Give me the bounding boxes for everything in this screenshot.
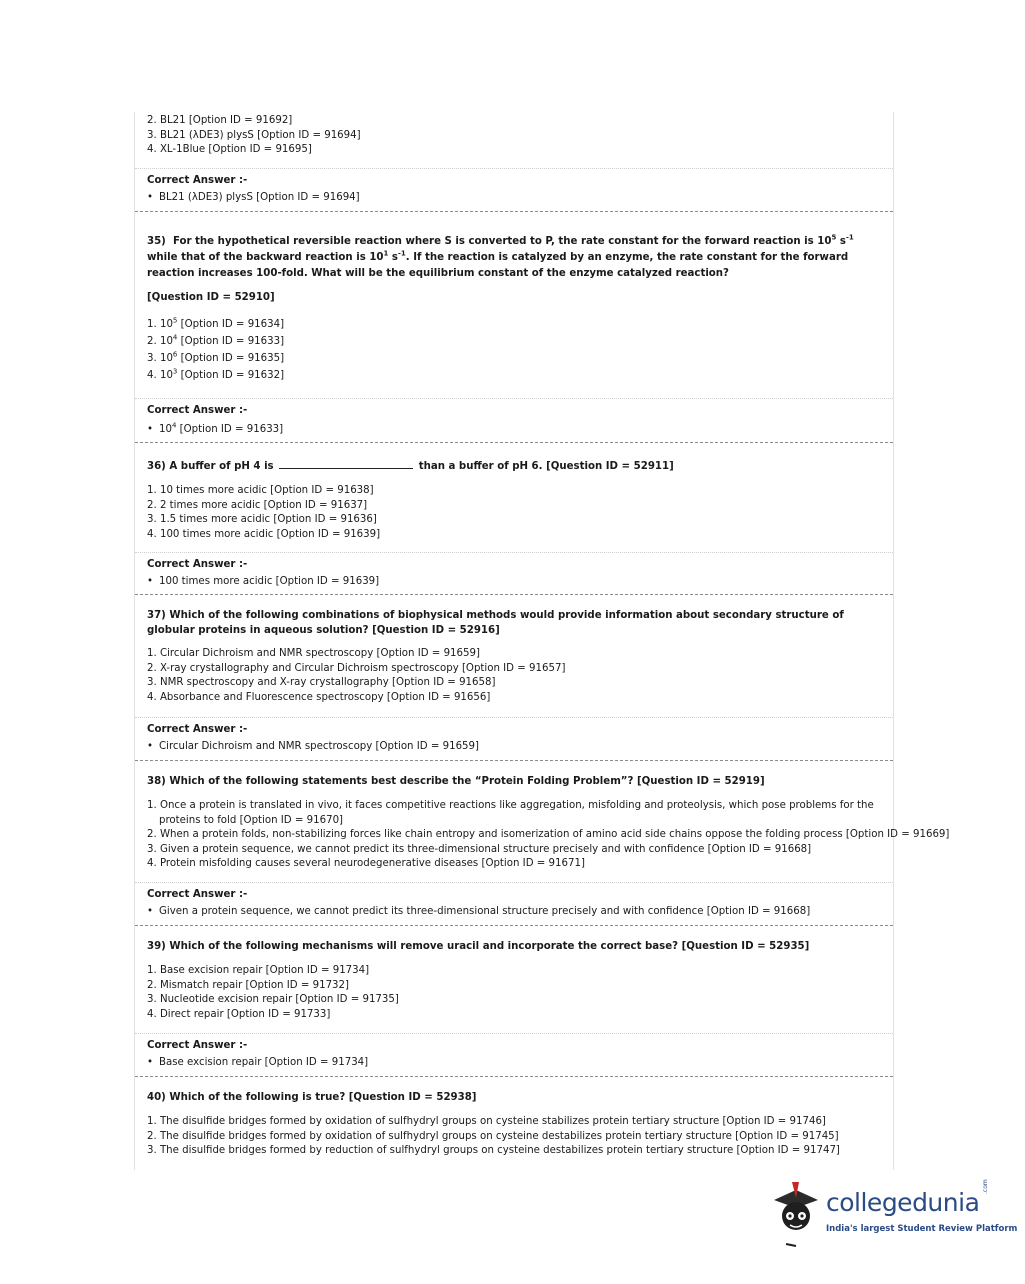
question-text: 39) Which of the following mechanisms will remove uracil and incorporate the correct base? [Question ID = 52935] [147, 941, 810, 952]
exam-page [134, 112, 950, 1170]
options-list [147, 316, 877, 384]
correct-answer: • BL21 (λDE3) plysS [Option ID = 91694] [147, 192, 360, 203]
option: 2. $10^4$ [Option ID = 91633] [147, 333, 285, 347]
options-list [147, 484, 893, 542]
correct-answer-label: Correct Answer :- [147, 559, 248, 570]
option: 1. The disulfide bridges formed by oxidation of sulfhydryl groups on cysteine stabilizes protein tertiary structure [Option ID = 91746] [147, 1116, 826, 1127]
q38-answer [135, 882, 893, 919]
correct-answer: • Given a protein sequence, we cannot predict its three-dimensional structure precisely and with confidence [Option ID = 91668] [147, 906, 811, 917]
question-text: 35) For the hypothetical reversible reaction where S is converted to P, the rate constant for the forward reaction is $10^5$ $s^{-1}$ while that of the backward reaction is $10^1$ $s^{-1}$. If the reaction is catalyzed by an enzyme, the rate constant for the forward reaction increases 100-fold. What will be the equilibrium constant of the enzyme catalyzed reaction? [147, 233, 854, 279]
option: 3. 1.5 times more acidic [Option ID = 91636] [147, 514, 377, 526]
option: 4. Absorbance and Fluorescence spectroscopy [Option ID = 91656] [147, 691, 491, 703]
option: 1. 10 times more acidic [Option ID = 91638] [147, 485, 374, 496]
q37-answer [135, 717, 893, 754]
option: 2. When a protein folds, non-stabilizing forces like chain entropy and isomerization of amino acid side chains oppose the folding process [Option ID = 91669] [147, 829, 950, 841]
question-35 [135, 211, 893, 384]
option: 1. Base excision repair [Option ID = 91734] [147, 965, 370, 976]
logo-wordmark: collegedunia [826, 1188, 980, 1217]
q39-answer [135, 1033, 893, 1070]
option: 2. Mismatch repair [Option ID = 91732] [147, 979, 349, 991]
option: 1. Circular Dichroism and NMR spectroscopy [Option ID = 91659] [147, 648, 480, 659]
q34-answer [135, 168, 893, 205]
correct-answer-label: Correct Answer :- [147, 889, 248, 900]
option: 3. NMR spectroscopy and X-ray crystallography [Option ID = 91658] [147, 677, 496, 689]
logo-tagline: India's largest Student Review Platform [826, 1224, 1018, 1234]
option: 4. Protein misfolding causes several neurodegenerative diseases [Option ID = 91671] [147, 858, 585, 870]
option: 3. Given a protein sequence, we cannot predict its three-dimensional structure precisely and with confidence [Option ID = 91668] [147, 843, 812, 855]
option: 2. BL21 [Option ID = 91692] [147, 115, 293, 126]
q36-answer [135, 552, 893, 589]
option: 2. 2 times more acidic [Option ID = 91637] [147, 499, 368, 511]
question-40 [135, 1076, 893, 1159]
option: 2. The disulfide bridges formed by oxidation of sulfhydryl groups on cysteine destabilizes protein tertiary structure [Option ID = 91745] [147, 1130, 839, 1142]
logo-domain: .com [982, 1179, 989, 1194]
question-38 [135, 760, 950, 872]
correct-answer-label: Correct Answer :- [147, 175, 248, 186]
options-list [147, 799, 950, 872]
question-text: 36) A buffer of pH 4 is than a buffer of pH 6. [Question ID = 52911] [147, 458, 893, 475]
option: 1. Once a protein is translated in vivo, it faces competitive reactions like aggregation, misfolding and proteolysis, which pose problems for the proteins to fold [Option ID = 91670] [147, 800, 874, 826]
correct-answer-label: Correct Answer :- [147, 405, 248, 416]
option: 4. XL-1Blue [Option ID = 91695] [147, 144, 312, 156]
option: 1. $10^5$ [Option ID = 91634] [147, 316, 285, 330]
question-text: 38) Which of the following statements best describe the “Protein Folding Problem”? [Question ID = 52919] [147, 776, 765, 787]
question-39 [135, 925, 893, 1022]
option: 3. The disulfide bridges formed by reduction of sulfhydryl groups on cysteine destabilizes protein tertiary structure [Option ID = 91747] [147, 1145, 840, 1157]
option: 4. Direct repair [Option ID = 91733] [147, 1008, 331, 1020]
answer-blank [279, 458, 413, 469]
correct-answer: • $10^4$ [Option ID = 91633] [147, 421, 284, 435]
correct-answer: • Base excision repair [Option ID = 91734] [147, 1057, 369, 1068]
collegedunia-logo[interactable] [766, 1178, 1018, 1248]
question-id: [Question ID = 52910] [147, 292, 275, 303]
correct-answer-label: Correct Answer :- [147, 724, 248, 735]
option: 4. 100 times more acidic [Option ID = 91639] [147, 528, 381, 540]
option: 4. $10^3$ [Option ID = 91632] [147, 367, 285, 381]
q34-options [135, 114, 893, 158]
correct-answer: • Circular Dichroism and NMR spectroscopy [Option ID = 91659] [147, 741, 479, 752]
q35-answer [135, 398, 893, 437]
option: 3. BL21 (λDE3) plysS [Option ID = 91694] [147, 129, 361, 141]
option: 3. $10^6$ [Option ID = 91635] [147, 350, 285, 364]
question-text: 37) Which of the following combinations of biophysical methods would provide information about secondary structure of globular proteins in aqueous solution? [Question ID = 52916] [147, 610, 844, 636]
correct-answer: • 100 times more acidic [Option ID = 91639] [147, 576, 380, 587]
options-list [147, 1115, 893, 1159]
question-37 [135, 594, 893, 705]
question-36 [135, 442, 893, 542]
options-list [147, 647, 853, 705]
question-text: 40) Which of the following is true? [Question ID = 52938] [147, 1092, 477, 1103]
mascot-icon [766, 1178, 826, 1248]
option: 2. X-ray crystallography and Circular Dichroism spectroscopy [Option ID = 91657] [147, 662, 566, 674]
options-list [147, 964, 893, 1022]
option: 3. Nucleotide excision repair [Option ID = 91735] [147, 994, 399, 1006]
correct-answer-label: Correct Answer :- [147, 1040, 248, 1051]
